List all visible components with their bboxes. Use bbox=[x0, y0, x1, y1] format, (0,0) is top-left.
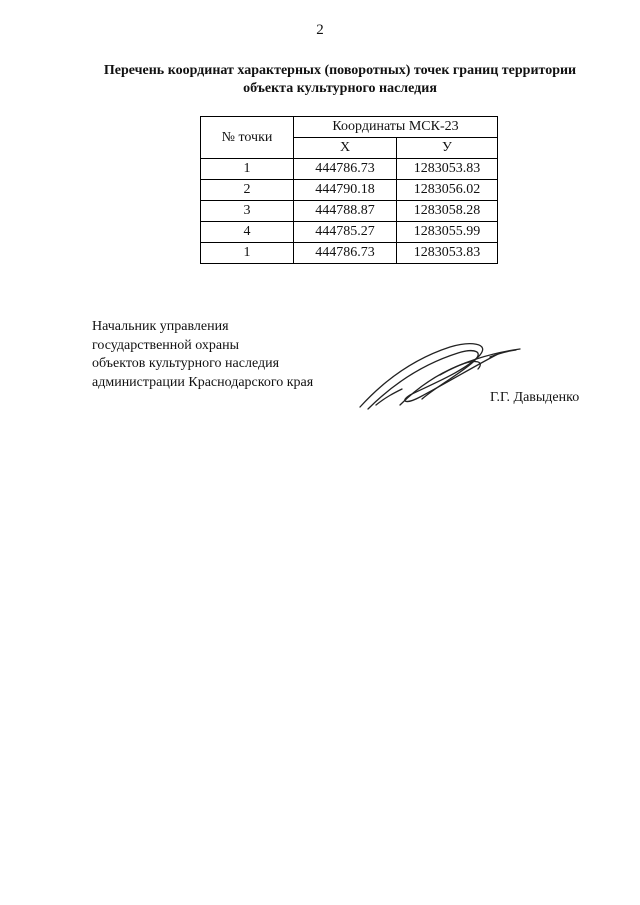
header-point-number: № точки bbox=[201, 117, 294, 159]
document-title bbox=[60, 62, 620, 98]
cell-x: 444786.73 bbox=[294, 243, 397, 264]
position-line: государственной охраны bbox=[92, 337, 240, 353]
coordinates-table bbox=[200, 116, 498, 264]
table-row bbox=[201, 222, 498, 243]
signatory-position bbox=[92, 318, 313, 392]
header-x: Х bbox=[294, 138, 397, 159]
cell-point: 4 bbox=[201, 222, 294, 243]
position-line: Начальник управления bbox=[92, 319, 229, 334]
table-row bbox=[201, 201, 498, 222]
header-y: У bbox=[397, 138, 498, 159]
cell-point: 1 bbox=[201, 243, 294, 264]
cell-y: 1283058.28 bbox=[397, 201, 498, 222]
header-coordinate-system: Координаты МСК-23 bbox=[294, 117, 498, 138]
cell-y: 1283056.02 bbox=[397, 180, 498, 201]
cell-x: 444786.73 bbox=[294, 159, 397, 180]
table-row bbox=[201, 180, 498, 201]
cell-y: 1283055.99 bbox=[397, 222, 498, 243]
cell-x: 444790.18 bbox=[294, 180, 397, 201]
table-row bbox=[201, 243, 498, 264]
page-number: 2 bbox=[316, 22, 324, 38]
cell-point: 3 bbox=[201, 201, 294, 222]
table-row bbox=[201, 159, 498, 180]
position-line: объектов культурного наследия bbox=[92, 356, 280, 371]
cell-x: 444788.87 bbox=[294, 201, 397, 222]
cell-x: 444785.27 bbox=[294, 222, 397, 243]
cell-y: 1283053.83 bbox=[397, 243, 498, 264]
cell-point: 1 bbox=[201, 159, 294, 180]
cell-y: 1283053.83 bbox=[397, 159, 498, 180]
title-line-1: Перечень координат характерных (поворотных) точек границ территории bbox=[103, 63, 577, 78]
cell-point: 2 bbox=[201, 180, 294, 201]
signatory-name: Г.Г. Давыденко bbox=[490, 390, 580, 405]
position-line: администрации Краснодарского края bbox=[92, 374, 314, 390]
title-line-2: объекта культурного наследия bbox=[243, 81, 437, 96]
